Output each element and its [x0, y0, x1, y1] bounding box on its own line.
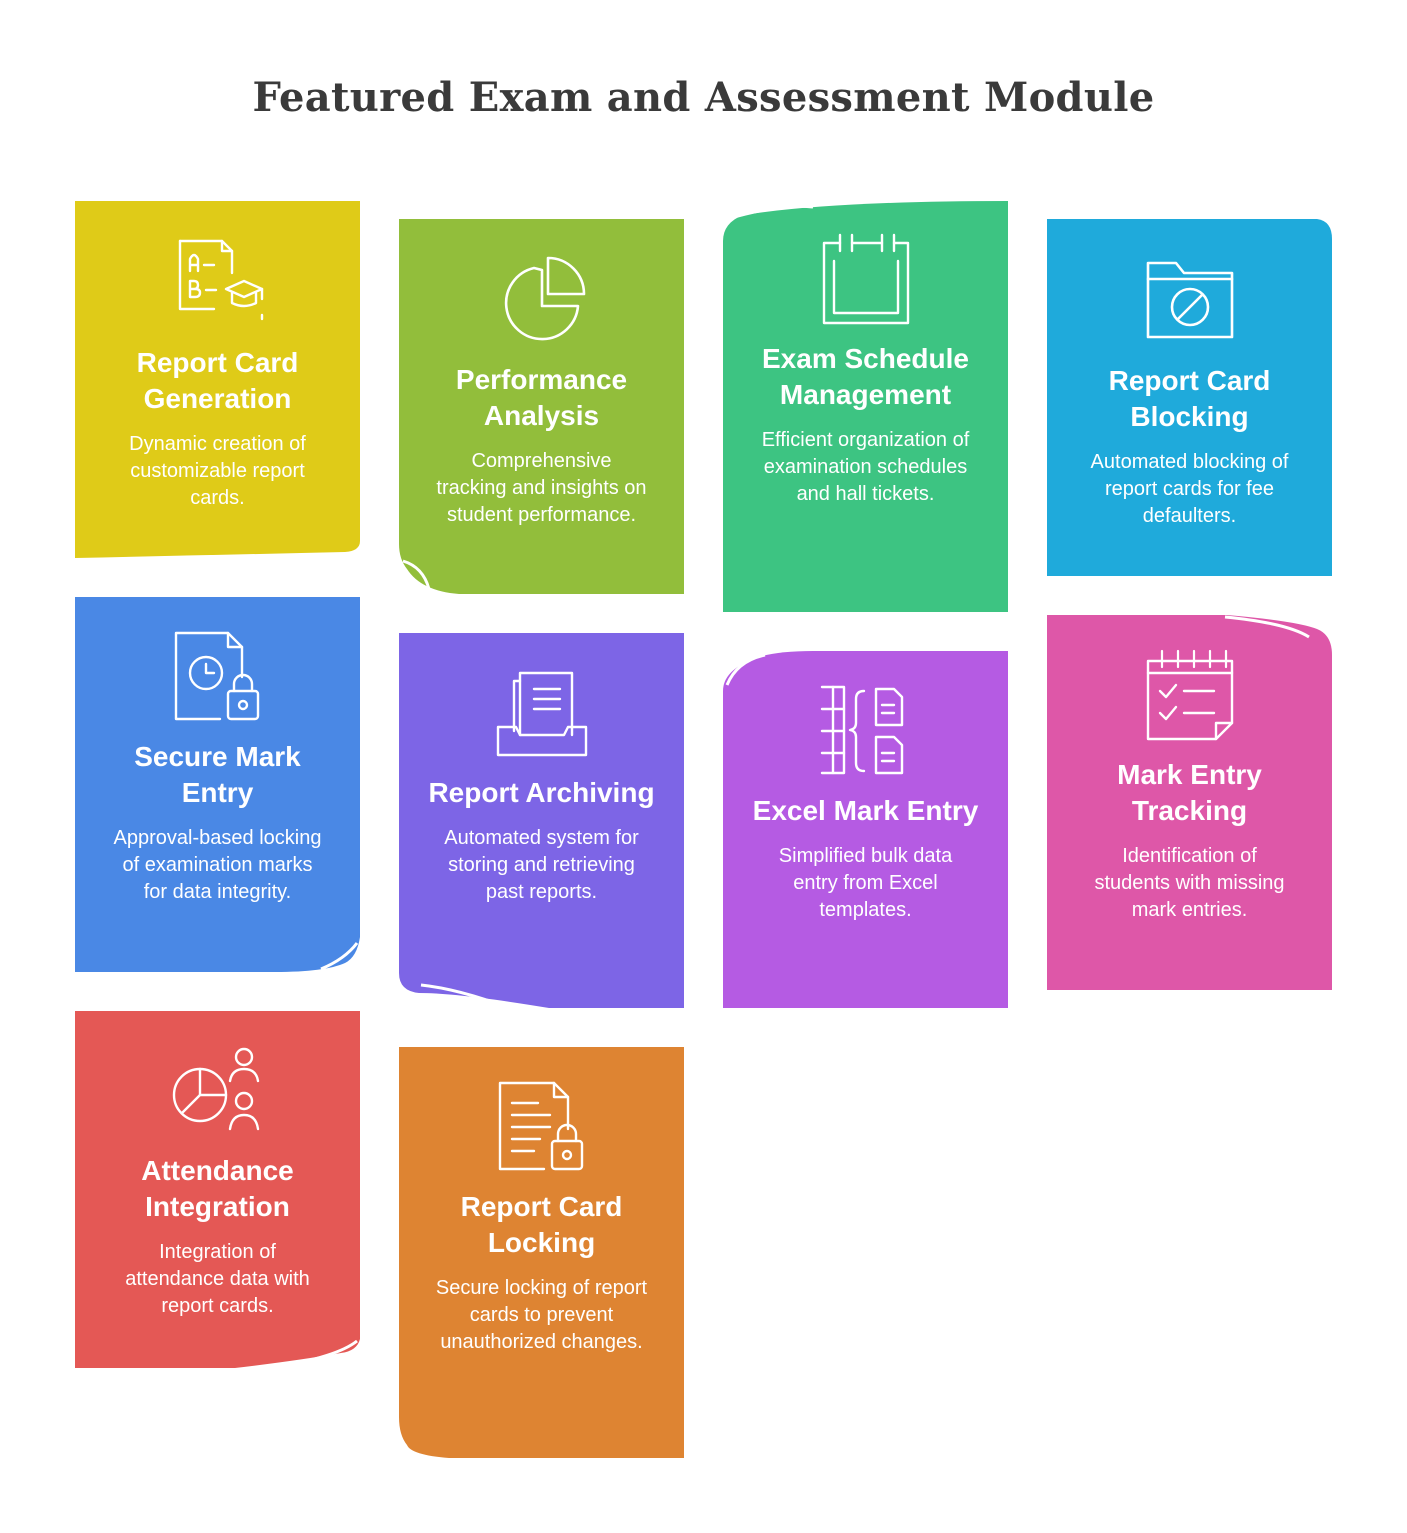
- card-title: Report Card Locking: [460, 1191, 623, 1258]
- card-description: Approval-based locking of examination marks for data integrity.: [113, 827, 322, 903]
- page-title: Featured Exam and Assessment Module: [252, 74, 1155, 121]
- card-description: Secure locking of report cards to prevent unauthorized changes.: [435, 1277, 648, 1353]
- card-report-archiving: [399, 633, 684, 1008]
- card-description: Identification of students with missing mark entries.: [1094, 845, 1285, 921]
- card-description: Efficient organization of examination schedules and hall tickets.: [761, 429, 970, 505]
- card-description: Comprehensive tracking and insights on student performance.: [436, 450, 647, 526]
- attendance-chart-icon: [170, 1043, 266, 1139]
- archive-tray-icon: [494, 665, 590, 761]
- card-title: Exam Schedule Management: [762, 343, 969, 410]
- card-description: Dynamic creation of customizable report cards.: [129, 433, 306, 509]
- card-title: Report Archiving: [428, 777, 655, 808]
- card-title: Report Card Blocking: [1108, 365, 1271, 432]
- card-attendance-integration: [75, 1011, 360, 1368]
- calendar-icon: [818, 231, 914, 327]
- card-report-card-locking: [399, 1047, 684, 1458]
- card-description: Automated blocking of report cards for fee defaulters.: [1090, 451, 1289, 527]
- locked-clock-file-icon: [170, 629, 266, 725]
- card-title: Attendance Integration: [141, 1155, 294, 1222]
- locked-document-icon: [494, 1079, 590, 1175]
- blocked-folder-icon: [1142, 253, 1238, 349]
- card-excel-mark-entry: [723, 651, 1008, 1008]
- card-mark-entry-tracking: [1047, 615, 1332, 990]
- grade-report-icon: [170, 235, 266, 331]
- pie-chart-icon: [494, 252, 590, 348]
- card-exam-schedule-management: [723, 201, 1008, 612]
- card-title: Mark Entry Tracking: [1117, 759, 1262, 826]
- card-description: Integration of attendance data with report cards.: [125, 1241, 310, 1317]
- card-report-card-blocking: [1047, 219, 1332, 576]
- card-description: Simplified bulk data entry from Excel templates.: [778, 845, 953, 921]
- checklist-calendar-icon: [1142, 647, 1238, 743]
- card-performance-analysis: [399, 219, 684, 594]
- card-title: Excel Mark Entry: [752, 795, 979, 826]
- card-description: Automated system for storing and retrieving past reports.: [444, 827, 639, 903]
- card-title: Secure Mark Entry: [134, 741, 301, 808]
- card-secure-mark-entry: [75, 597, 360, 972]
- spreadsheet-icon: [818, 683, 914, 779]
- card-title: Performance Analysis: [455, 364, 628, 431]
- card-title: Report Card Generation: [136, 347, 299, 414]
- card-report-card-generation: [75, 201, 360, 558]
